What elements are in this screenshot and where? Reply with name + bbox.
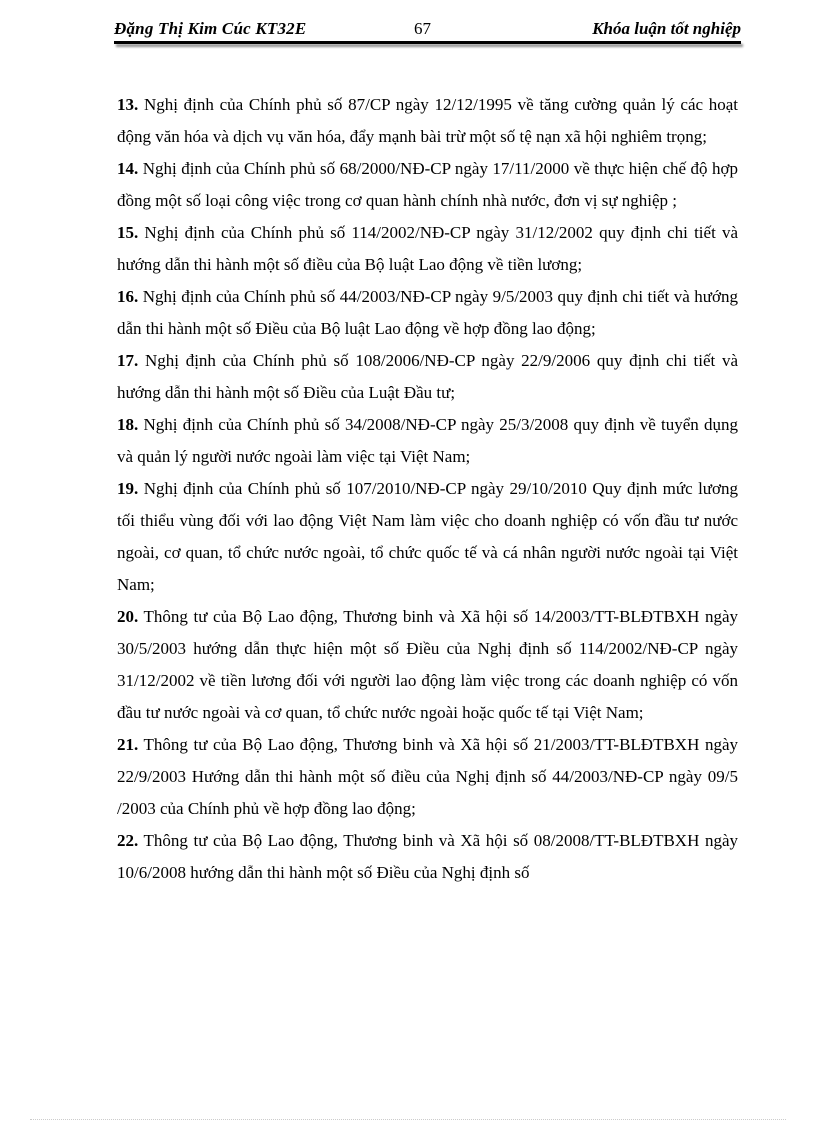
reference-item: [117, 825, 738, 889]
reference-text: Nghị định của Chính phủ số 108/2006/NĐ-CP ngày 22/9/2006 quy định chi tiết và hướng dẫn thi hành một số Điều của Luật Đầu tư;: [117, 351, 739, 402]
reference-item: [117, 345, 738, 409]
reference-item: [117, 281, 738, 345]
reference-text: Nghị định của Chính phủ số 44/2003/NĐ-CP ngày 9/5/2003 quy định chi tiết và hướng dẫn thi hành một số Điều của Bộ luật Lao động về hợp đồng lao động;: [117, 287, 738, 338]
reference-text: Nghị định của Chính phủ số 68/2000/NĐ-CP ngày 17/11/2000 về thực hiện chế độ hợp đồng một số loại công việc trong cơ quan hành chính nhà nước, đơn vị sự nghiệp ;: [117, 159, 738, 210]
reference-number: 18.: [117, 415, 139, 434]
reference-number: 14.: [117, 159, 139, 178]
reference-text: Thông tư của Bộ Lao động, Thương binh và Xã hội số 21/2003/TT-BLĐTBXH ngày 22/9/2003 Hướng dẫn thi hành một số điều của Nghị định số 44/2003/NĐ-CP ngày 09/5 /2003 của Chính phủ về hợp đồng lao động;: [117, 735, 739, 818]
reference-item: [117, 89, 738, 153]
reference-item: [117, 729, 738, 825]
reference-item: [117, 601, 738, 729]
reference-number: 21.: [117, 735, 139, 754]
reference-number: 20.: [117, 607, 139, 626]
page-bottom-edge: [30, 1119, 786, 1120]
reference-item: [117, 473, 738, 601]
reference-text: Nghị định của Chính phủ số 107/2010/NĐ-CP ngày 29/10/2010 Quy định mức lương tối thiểu vùng đối với lao động Việt Nam làm việc cho doanh nghiệp có vốn đầu tư nước ngoài, cơ quan, tổ chức nước ngoài, tổ chức quốc tế và cá nhân người nước ngoài tại Việt Nam;: [117, 479, 739, 594]
header-author: Đặng Thị Kim Cúc KT32E: [114, 19, 307, 38]
reference-number: 17.: [117, 351, 139, 370]
reference-number: 22.: [117, 831, 139, 850]
reference-number: 15.: [117, 223, 139, 242]
reference-text: Nghị định của Chính phủ số 34/2008/NĐ-CP ngày 25/3/2008 quy định về tuyển dụng và quản lý người nước ngoài làm việc tại Việt Nam;: [117, 415, 738, 466]
reference-text: Nghị định của Chính phủ số 87/CP ngày 12/12/1995 về tăng cường quản lý các hoạt động văn hóa và dịch vụ văn hóa, đẩy mạnh bài trừ một số tệ nạn xã hội nghiêm trọng;: [117, 95, 739, 146]
header-thesis-title: Khóa luận tốt nghiệp: [592, 19, 741, 38]
reference-number: 13.: [117, 95, 139, 114]
reference-text: Thông tư của Bộ Lao động, Thương binh và Xã hội số 08/2008/TT-BLĐTBXH ngày 10/6/2008 hướng dẫn thi hành một số Điều của Nghị định số: [117, 831, 739, 882]
reference-item: [117, 409, 738, 473]
reference-item: [117, 217, 738, 281]
page-number: 67: [414, 19, 431, 38]
reference-text: Thông tư của Bộ Lao động, Thương binh và Xã hội số 14/2003/TT-BLĐTBXH ngày 30/5/2003 hướng dẫn thực hiện một số Điều của Nghị định số 114/2002/NĐ-CP ngày 31/12/2002 về tiền lương đối với người lao động làm việc trong các doanh nghiệp có vốn đầu tư nước ngoài và cơ quan, tổ chức nước ngoài hoặc quốc tế tại Việt Nam;: [117, 607, 739, 722]
header-divider: [114, 41, 741, 44]
reference-number: 19.: [117, 479, 139, 498]
reference-text: Nghị định của Chính phủ số 114/2002/NĐ-CP ngày 31/12/2002 quy định chi tiết và hướng dẫn thi hành một số điều của Bộ luật Lao động về tiền lương;: [117, 223, 738, 274]
reference-number: 16.: [117, 287, 139, 306]
reference-list: [117, 89, 738, 889]
reference-item: [117, 153, 738, 217]
